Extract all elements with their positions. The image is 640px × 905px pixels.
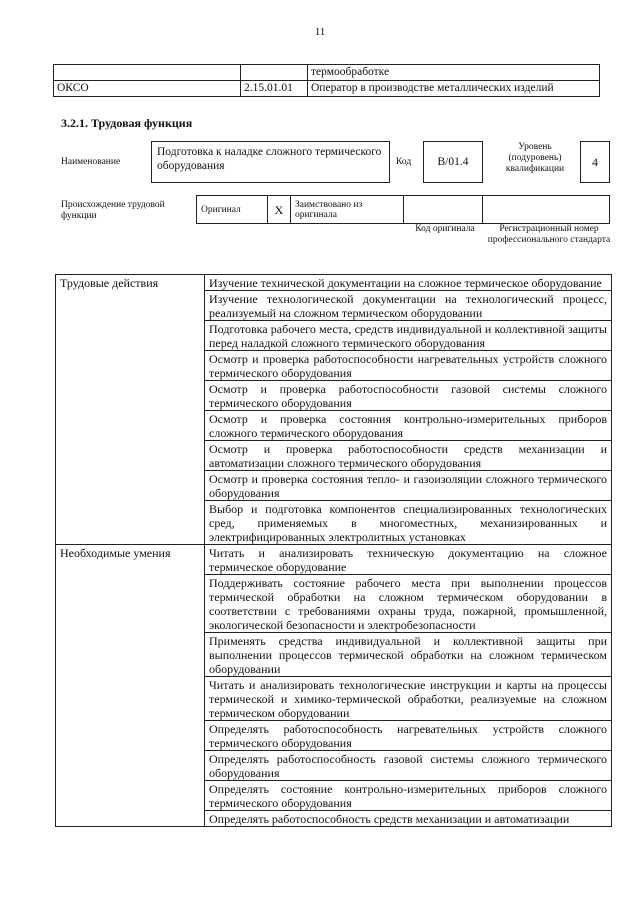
origin-regnum-cell: [483, 196, 610, 224]
labor-action-header: Трудовые действия: [56, 275, 205, 545]
level-label: Уровень (подуровень) квалификации: [505, 142, 565, 174]
level-box: 4: [580, 141, 610, 183]
section-title: 3.2.1. Трудовая функция: [61, 116, 193, 130]
regnum-label: Регистрационный номер профессионального стандарта: [487, 224, 611, 245]
okso-row: [54, 81, 600, 97]
original-label: Оригинал: [197, 196, 268, 224]
table-row: [56, 545, 612, 575]
okso-table: [53, 64, 600, 97]
skill-item: Читать и анализировать техническую документацию на сложное термическое оборудование: [205, 545, 612, 575]
labor-action-item: Осмотр и проверка работоспособности нагревательных устройств сложного термического оборудования: [205, 351, 612, 381]
origin-label: Происхождение трудовой функции: [61, 200, 165, 221]
labor-action-item: Подготовка рабочего места, средств индивидуальной и коллективной защиты перед наладкой сложного термического оборудования: [205, 321, 612, 351]
origin-row: [197, 196, 610, 224]
labor-action-item: Изучение технической документации на сложное термическое оборудование: [205, 275, 612, 291]
skill-item: Читать и анализировать технологические инструкции и карты на процессы термической и химико-термической обработки, реализуемые на сложном термическом оборудовании: [205, 677, 612, 721]
labor-action-item: Осмотр и проверка работоспособности средств механизации и автоматизации сложного термического оборудования: [205, 441, 612, 471]
page-number: 11: [314, 26, 326, 38]
skill-item: Применять средства индивидуальной и коллективной защиты при выполнении процессов термической обработки на сложном термическом оборудовании: [205, 633, 612, 677]
okso-row: [54, 65, 600, 81]
function-table: [55, 274, 612, 827]
borrowed-label: Заимствовано из оригинала: [291, 196, 404, 224]
original-mark: X: [268, 196, 291, 224]
skill-item: Определять состояние контрольно-измерительных приборов сложного термического оборудования: [205, 781, 612, 811]
okso-cell: 2.15.01.01: [241, 81, 308, 97]
labor-action-item: Осмотр и проверка состояния контрольно-измерительных приборов сложного термического оборудования: [205, 411, 612, 441]
function-code-box: B/01.4: [423, 141, 483, 183]
code-original-label: Код оригинала: [415, 224, 475, 234]
labor-action-item: Осмотр и проверка работоспособности газовой системы сложного термического оборудования: [205, 381, 612, 411]
origin-table: [196, 195, 610, 224]
skill-header: Необходимые умения: [56, 545, 205, 827]
skill-item: Определять работоспособность нагревательных устройств сложного термического оборудования: [205, 721, 612, 751]
origin-code-cell: [404, 196, 483, 224]
name-label: Наименование: [61, 157, 121, 167]
okso-cell: [241, 65, 308, 81]
okso-cell: термообработке: [308, 65, 600, 81]
okso-cell: [54, 65, 241, 81]
table-row: [56, 275, 612, 291]
code-label: Код: [396, 157, 412, 167]
function-name-box: Подготовка к наладке сложного термического оборудования: [151, 141, 390, 183]
skill-item: Определять работоспособность средств механизации и автоматизации: [205, 811, 612, 827]
labor-action-item: Изучение технологической документации на технологический процесс, реализуемый на сложном термическом оборудовании: [205, 291, 612, 321]
skill-item: Определять работоспособность газовой системы сложного термического оборудования: [205, 751, 612, 781]
okso-cell: Оператор в производстве металлических изделий: [308, 81, 600, 97]
labor-action-item: Осмотр и проверка состояния тепло- и газоизоляции сложного термического оборудования: [205, 471, 612, 501]
skill-item: Поддерживать состояние рабочего места при выполнении процессов термической обработки на сложном термическом оборудовании в соответствии с требованиями охраны труда, пожарной, промышленной, экологической безопасности и электробезопасности: [205, 575, 612, 633]
okso-cell: ОКСО: [54, 81, 241, 97]
labor-action-item: Выбор и подготовка компонентов специализированных технологических сред, применяемых в многоместных, механизированных и электрифицированных электролитных установках: [205, 501, 612, 545]
